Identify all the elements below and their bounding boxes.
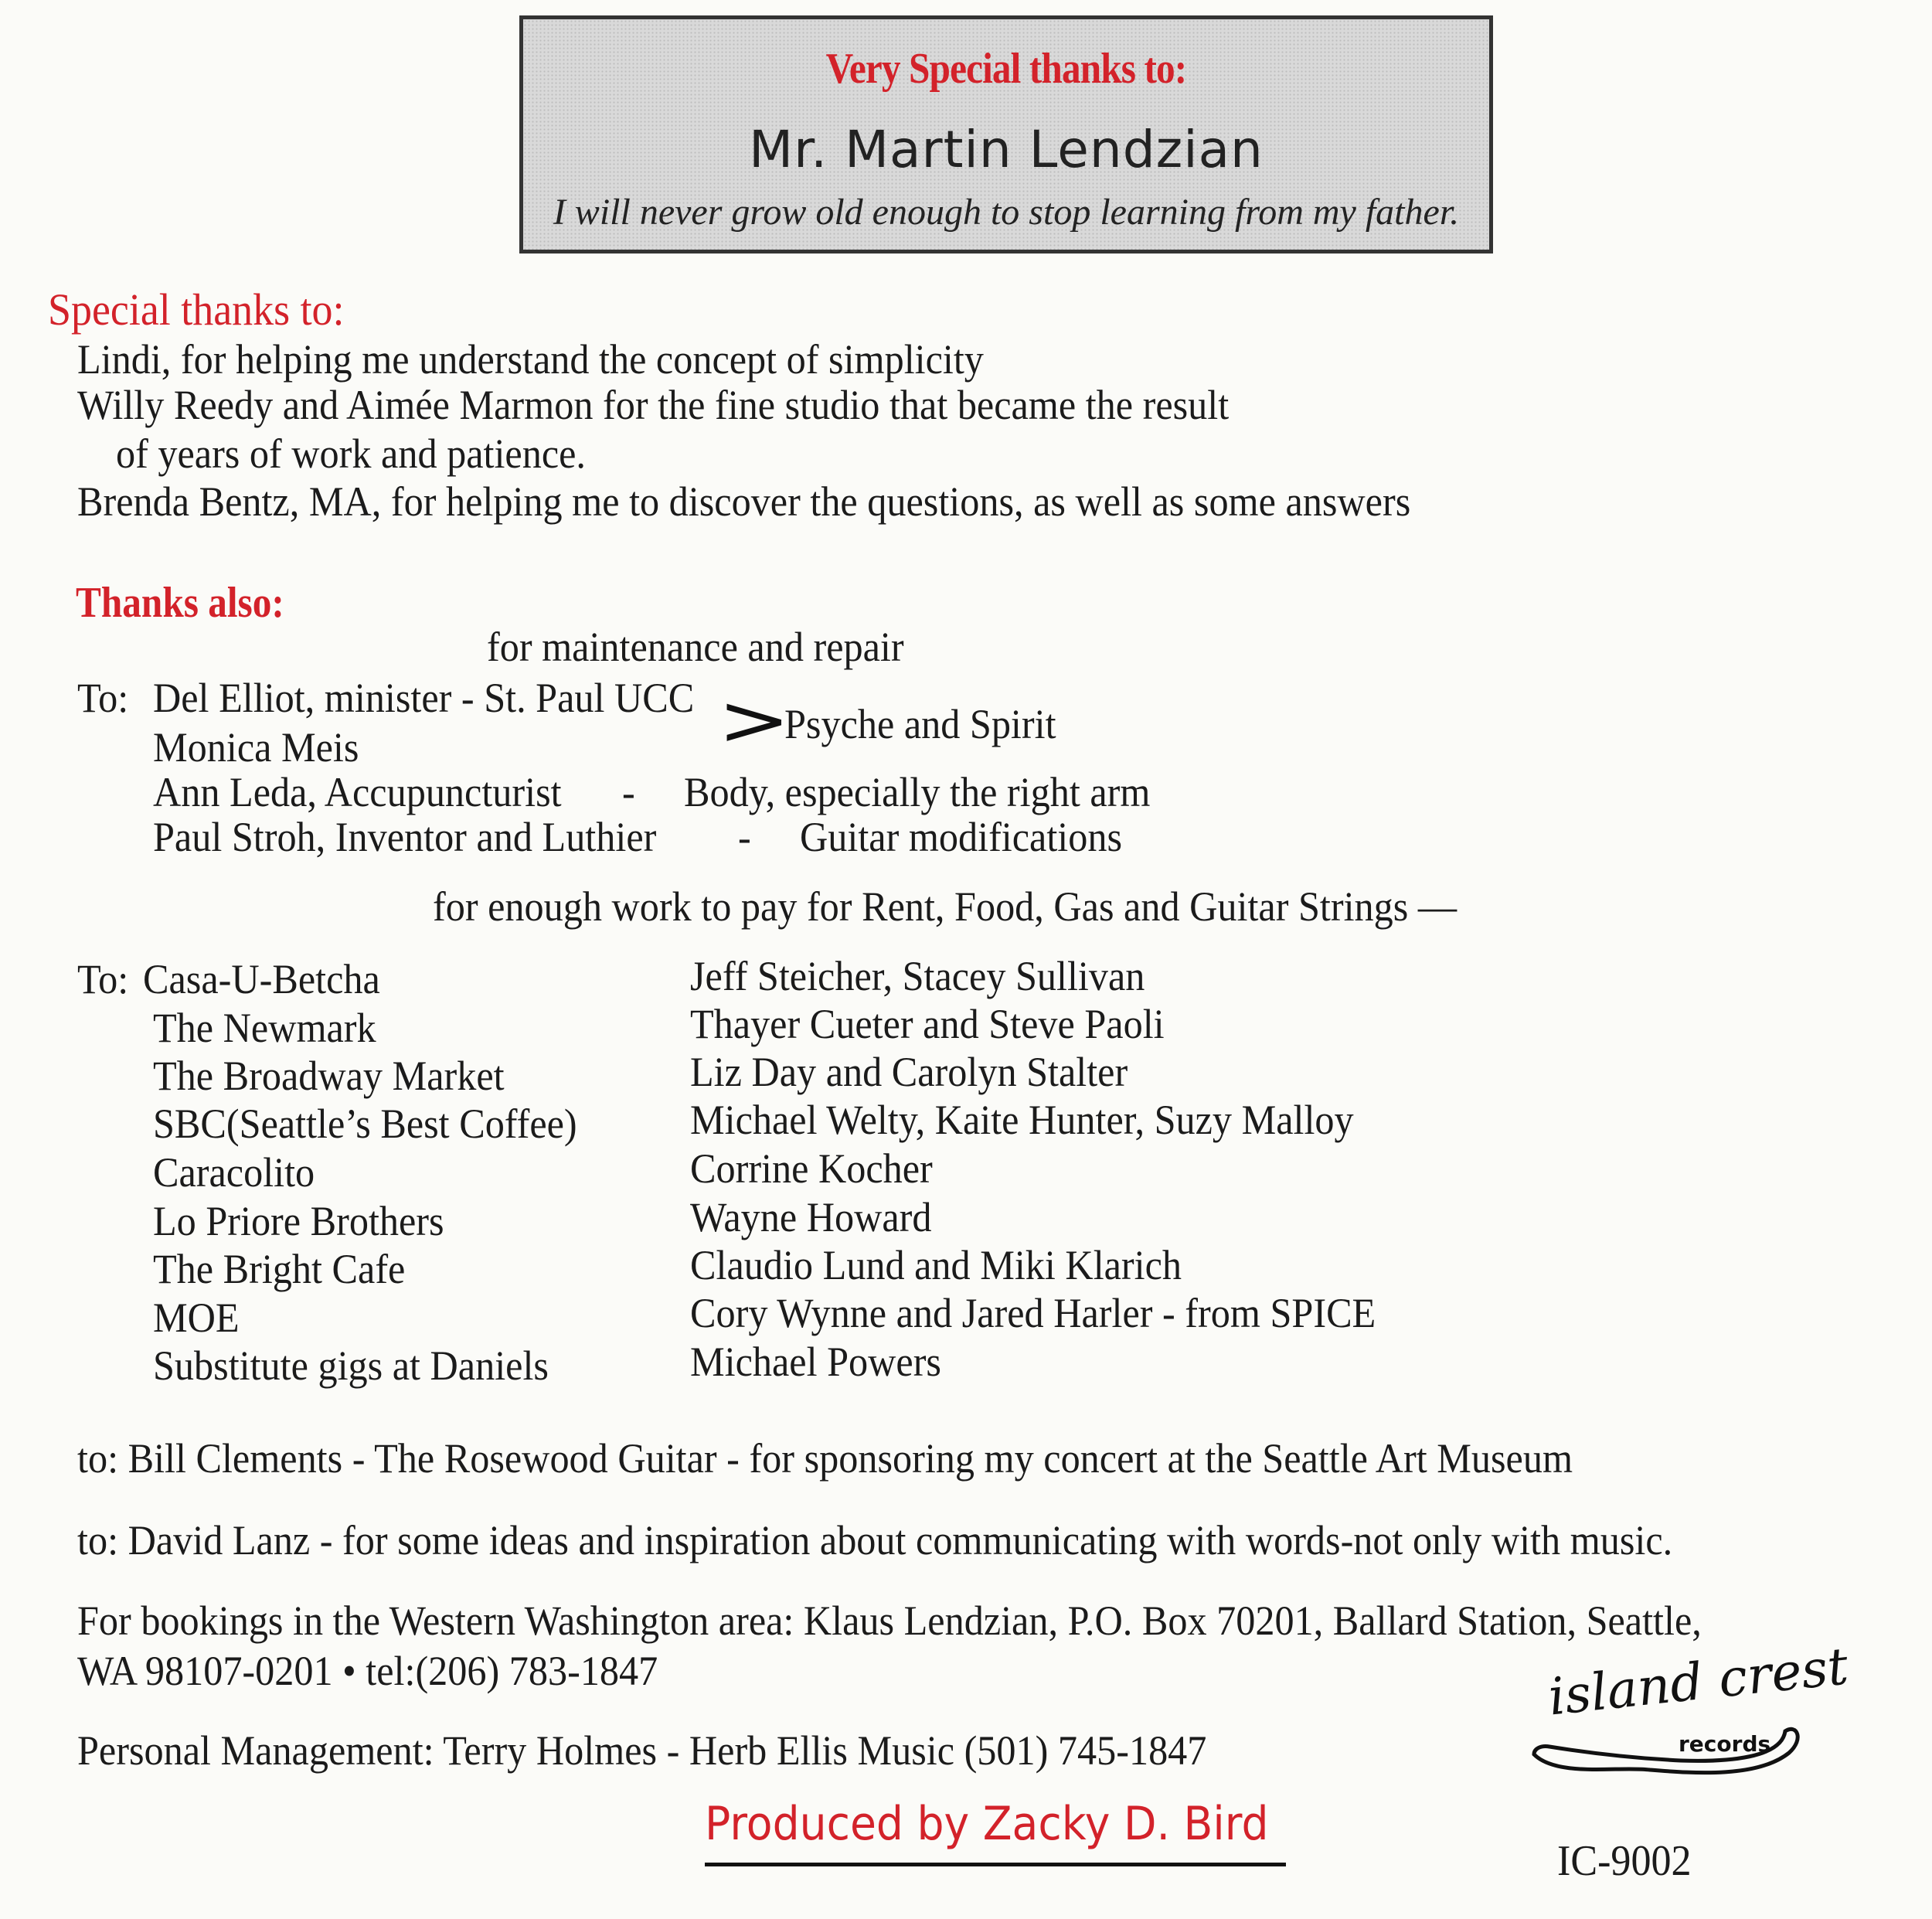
produced-underline bbox=[705, 1863, 1286, 1866]
people-item: Claudio Lund and Miki Klarich bbox=[690, 1242, 1182, 1288]
thanks-also-heading: Thanks also: bbox=[76, 579, 284, 627]
people-item: Jeff Steicher, Stacey Sullivan bbox=[690, 953, 1145, 999]
people-item: Cory Wynne and Jared Harler - from SPICE bbox=[690, 1290, 1376, 1336]
group-line-monica: Monica Meis bbox=[153, 724, 359, 771]
people-item: Wayne Howard bbox=[690, 1194, 932, 1240]
row-ann-leda-name: Ann Leda, Accupuncturist bbox=[153, 769, 562, 815]
logo-records: records bbox=[1679, 1731, 1771, 1757]
special-line-studio: Willy Reedy and Aimée Marmon for the fine studio that became the result bbox=[77, 382, 1230, 428]
row-ann-leda-dash: - bbox=[622, 769, 635, 815]
venue-item: Lo Priore Brothers bbox=[153, 1198, 444, 1244]
bookings-line-2: WA 98107-0201 • tel:(206) 783-1847 bbox=[77, 1648, 658, 1694]
bookings-line-1: For bookings in the Western Washington area: Klaus Lendzian, P.O. Box 70201, Ballard Station, Seattle, bbox=[77, 1597, 1702, 1644]
venue-item: The Broadway Market bbox=[153, 1053, 505, 1099]
venue-item: SBC(Seattle’s Best Coffee) bbox=[153, 1101, 577, 1147]
people-item: Thayer Cueter and Steve Paoli bbox=[690, 1001, 1165, 1047]
people-item: Michael Welty, Kaite Hunter, Suzy Malloy bbox=[690, 1097, 1354, 1143]
produced-by: Produced by Zacky D. Bird bbox=[705, 1797, 1269, 1851]
row-paul-stroh-purpose: Guitar modifications bbox=[800, 814, 1123, 860]
venue-item: Substitute gigs at Daniels bbox=[153, 1342, 549, 1389]
venues-to-label: To: bbox=[77, 956, 129, 1002]
catalog-number: IC-9002 bbox=[1557, 1837, 1692, 1885]
work-caption: for enough work to pay for Rent, Food, Gas and Guitar Strings — bbox=[433, 883, 1458, 930]
group-line-del-elliot: Del Elliot, minister - St. Paul UCC bbox=[153, 675, 695, 721]
group-purpose: Psyche and Spirit bbox=[784, 701, 1056, 747]
very-special-name: Mr. Martin Lendzian bbox=[749, 120, 1264, 179]
people-item: Liz Day and Carolyn Stalter bbox=[690, 1049, 1128, 1095]
row-ann-leda-purpose: Body, especially the right arm bbox=[684, 769, 1151, 815]
venue-item: MOE bbox=[153, 1295, 240, 1341]
venue-item: The Bright Cafe bbox=[153, 1246, 406, 1292]
venue-item: The Newmark bbox=[153, 1005, 376, 1051]
row-paul-stroh-name: Paul Stroh, Inventor and Luthier bbox=[153, 814, 657, 860]
special-thanks-heading: Special thanks to: bbox=[48, 284, 345, 335]
to-label: To: bbox=[77, 675, 129, 721]
people-item: Michael Powers bbox=[690, 1339, 941, 1385]
lanz-line: to: David Lanz - for some ideas and inspiration about communicating with words-not only with music. bbox=[77, 1517, 1673, 1563]
very-special-heading: Very Special thanks to: bbox=[825, 45, 1187, 93]
clements-line: to: Bill Clements - The Rosewood Guitar - for sponsoring my concert at the Seattle Art Museum bbox=[77, 1435, 1573, 1482]
logo-wordmark: island crest bbox=[1546, 1636, 1852, 1727]
management-line: Personal Management: Terry Holmes - Herb Ellis Music (501) 745-1847 bbox=[77, 1727, 1207, 1774]
row-paul-stroh-dash: - bbox=[738, 814, 751, 860]
maintenance-caption: for maintenance and repair bbox=[487, 624, 904, 670]
people-item: Corrine Kocher bbox=[690, 1145, 933, 1192]
special-line-lindi: Lindi, for helping me understand the concept of simplicity bbox=[77, 336, 984, 383]
special-line-studio-cont: of years of work and patience. bbox=[116, 430, 586, 477]
very-special-thanks-box bbox=[519, 15, 1493, 253]
venue-item: Caracolito bbox=[153, 1149, 315, 1196]
venue-item: Casa-U-Betcha bbox=[143, 956, 380, 1002]
very-special-quote: I will never grow old enough to stop learning from my father. bbox=[553, 192, 1460, 233]
group-brace: > bbox=[717, 680, 791, 761]
special-line-brenda: Brenda Bentz, MA, for helping me to discover the questions, as well as some answers bbox=[77, 478, 1411, 525]
